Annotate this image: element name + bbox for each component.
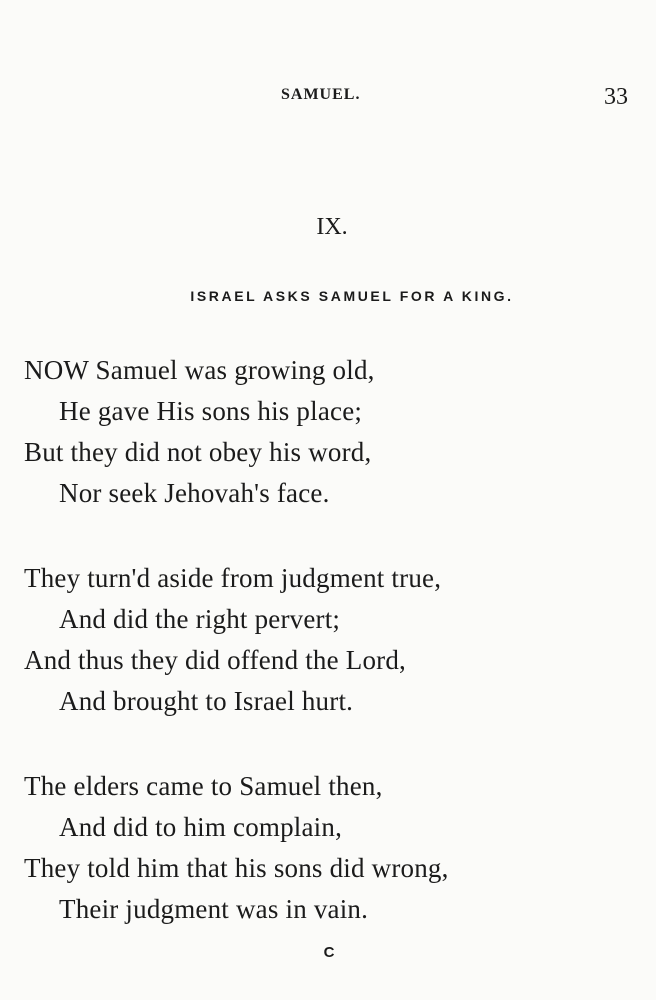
poem-line: The elders came to Samuel then,: [24, 771, 383, 801]
stanza-1: [24, 350, 644, 514]
poem-line: He gave His sons his place;: [59, 396, 363, 426]
stanza-3: [24, 766, 644, 930]
poem-line: And did to him complain,: [59, 812, 343, 842]
poem-line: NOW Samuel was growing old,: [24, 355, 375, 385]
poem-line: But they did not obey his word,: [24, 437, 372, 467]
poem-line: And did the right pervert;: [59, 604, 341, 634]
page-number: 33: [604, 84, 628, 110]
poem-line: They turn'd aside from judgment true,: [24, 563, 442, 593]
signature-mark: C: [323, 944, 335, 961]
running-head: SAMUEL.: [281, 86, 361, 103]
poem-line: Nor seek Jehovah's face.: [59, 478, 330, 508]
poem-line: And brought to Israel hurt.: [59, 686, 354, 716]
poem-line: And thus they did offend the Lord,: [24, 645, 406, 675]
chapter-number: IX.: [316, 214, 348, 240]
stanza-2: [24, 558, 644, 722]
poem-line: Their judgment was in vain.: [59, 894, 369, 924]
chapter-title: ISRAEL ASKS SAMUEL FOR A KING.: [190, 288, 514, 304]
poem: [24, 350, 644, 974]
poem-line: They told him that his sons did wrong,: [24, 853, 449, 883]
